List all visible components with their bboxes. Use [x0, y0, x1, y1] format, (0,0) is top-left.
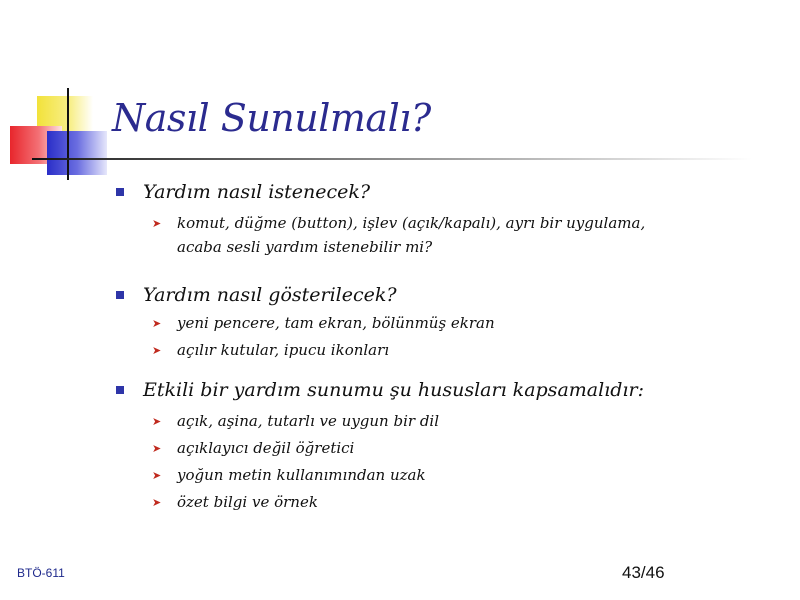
section-2-item-1: [152, 311, 672, 335]
page-number: 43/46: [622, 563, 665, 582]
section-3-item-1: [152, 409, 672, 433]
list-item-text: yoğun metin kullanımından uzak: [177, 466, 426, 484]
arrow-bullet-icon: ➤: [152, 469, 162, 482]
square-bullet-icon: [116, 188, 124, 196]
arrow-bullet-icon: ➤: [152, 317, 162, 330]
arrow-bullet-icon: ➤: [152, 496, 162, 509]
section-2-item-2: [152, 338, 672, 362]
section-1-item-1: [152, 211, 672, 259]
section-3-item-2: [152, 436, 672, 460]
list-item-text: açılır kutular, ipucu ikonları: [177, 341, 390, 359]
section-heading-text: Etkili bir yardım sunumu şu hususları kapsamalıdır:: [143, 379, 644, 401]
section-heading-text: Yardım nasıl istenecek?: [143, 181, 371, 203]
arrow-bullet-icon: ➤: [152, 415, 162, 428]
title-underline: [32, 158, 752, 160]
slide-title: Nasıl Sunulmalı?: [112, 96, 431, 140]
section-3-item-4: [152, 490, 672, 514]
list-item-text: açıklayıcı değil öğretici: [177, 439, 355, 457]
list-item-text: açık, aşina, tutarlı ve uygun bir dil: [177, 412, 440, 430]
list-item-text: özet bilgi ve örnek: [177, 493, 318, 511]
list-item-text: komut, düğme (button), işlev (açık/kapalı), ayrı bir uygulama, acaba sesli yardım istenebilir mi?: [177, 214, 646, 256]
arrow-bullet-icon: ➤: [152, 344, 162, 357]
section-3-item-3: [152, 463, 672, 487]
decor-vertical-line: [67, 88, 69, 180]
course-code: BTÖ-611: [17, 566, 65, 580]
list-item-text: yeni pencere, tam ekran, bölünmüş ekran: [177, 314, 495, 332]
decor-blue-square: [47, 131, 107, 175]
square-bullet-icon: [116, 386, 124, 394]
arrow-bullet-icon: ➤: [152, 442, 162, 455]
section-heading-text: Yardım nasıl gösterilecek?: [143, 284, 397, 306]
square-bullet-icon: [116, 291, 124, 299]
arrow-bullet-icon: ➤: [152, 217, 162, 230]
